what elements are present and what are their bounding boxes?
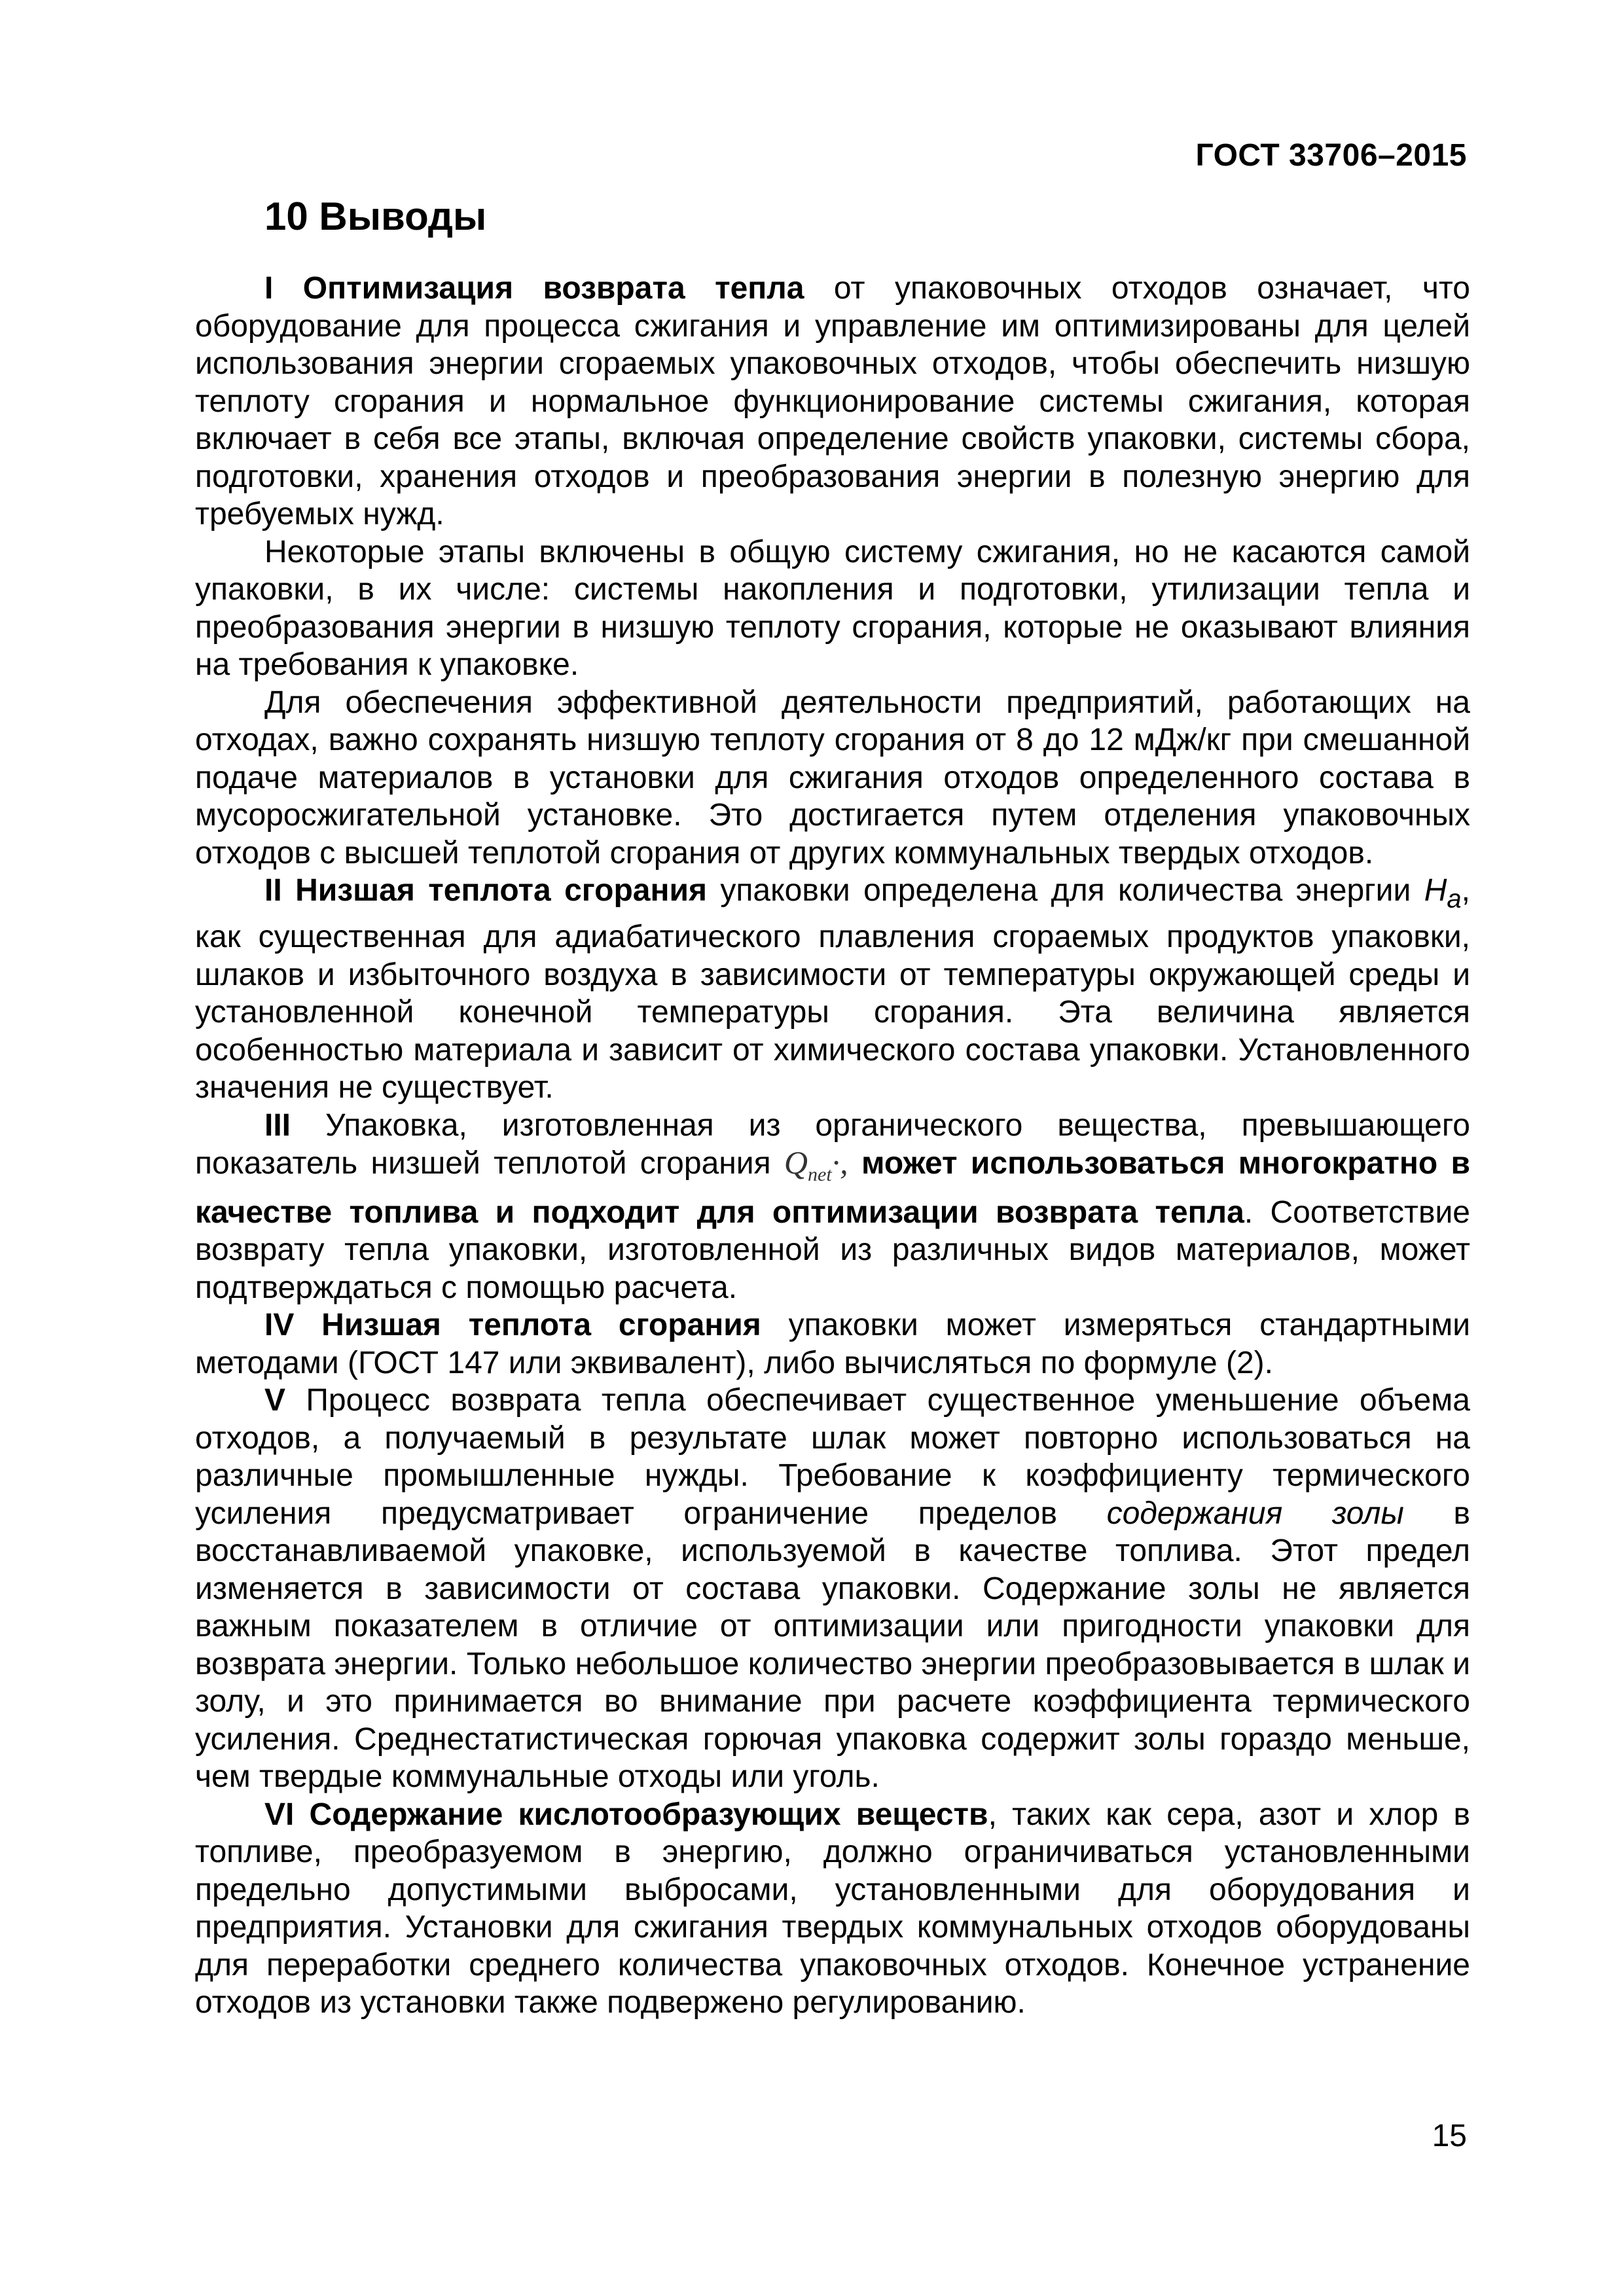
qnet-formula: $Q_{net}\cdot$, [784, 1144, 848, 1186]
paragraph-5 [195, 1107, 1470, 1307]
paragraph-4-lead: II Низшая теплота сгорания [264, 873, 707, 908]
paragraph-5-text-b: . Соответствие возврату тепла упаковки, изготовленной из различных видов материалов, может подтверждаться с помощью расчета. [195, 1194, 1471, 1305]
paragraph-3 [195, 684, 1470, 872]
paragraph-6-lead: IV Низшая теплота сгорания [264, 1308, 761, 1343]
paragraph-7 [195, 1382, 1470, 1796]
paragraph-8-lead: VI Содержание кислотообразующих веществ [264, 1797, 988, 1832]
paragraph-1 [195, 270, 1470, 533]
paragraph-7-italic: содержания золы [1106, 1496, 1404, 1531]
paragraph-8 [195, 1796, 1470, 2022]
paragraph-2-text: Некоторые этапы включены в общую систему сжигания, но не касаются самой упаковки, в их числе: системы накопления и подготовки, утилизации тепла и преобразования энергии в низшую теплоту сгорания, которые не оказывают влияния на требования к упаковке. [195, 534, 1470, 682]
standard-header: ГОСТ 33706–2015 [1195, 138, 1467, 173]
paragraph-7-text-b: в восстанавливаемой упаковке, используемой в качестве топлива. Этот предел изменяется в зависимости от состава упаковки. Содержание золы не является важным показателем в отличие от оптимизации или пригодности упаковки для возврата энергии. Только небольшое количество энергии преобразовывается в шлак и золу, и это принимается во внимание при расчете коэффициента термического усиления. Среднестатистическая горючая упаковка содержит золы гораздо меньше, чем твердые коммунальные отходы или уголь. [195, 1496, 1470, 1795]
paragraph-7-lead: V [264, 1383, 286, 1418]
paragraph-4 [195, 872, 1470, 1107]
paragraph-5-lead: III [264, 1107, 291, 1143]
paragraph-1-lead: I Оптимизация возврата тепла [264, 271, 804, 306]
energy-symbol: $H_a$ [1424, 873, 1462, 914]
paragraph-5-text-a: Упаковка, изготовленная из органического вещества, превышающего показатель низшей теплотой сгорания [195, 1107, 1470, 1181]
paragraph-6-text: упаковки может измеряться стандартными методами (ГОСТ 147 или эквивалент), либо вычисляться по формуле (2). [195, 1308, 1471, 1380]
paragraph-1-text: от упаковочных отходов означает, что оборудование для процесса сжигания и управление им оптимизированы для целей использования энергии сгораемых упаковочных отходов, чтобы обеспечить низшую теплоту сгорания и нормальное функционирование системы сжигания, которая включает в себя все этапы, включая определение свойств упаковки, системы сбора, подготовки, хранения отходов и преобразования энергии в полезную энергию для требуемых нужд. [195, 271, 1470, 531]
page-number: 15 [1432, 2119, 1467, 2153]
section-body [195, 270, 1470, 2022]
paragraph-4-text-a: упаковки определена для количества энергии [707, 873, 1424, 908]
paragraph-4-text-b: , как существенная для адиабатического плавления сгораемых продуктов упаковки, шлаков и избыточного воздуха в зависимости от температуры окружающей среды и установленной конечной температуры сгорания. Эта величина является особенностью материала и зависит от химического состава упаковки. Установленного значения не существует. [195, 873, 1471, 1105]
paragraph-3-text: Для обеспечения эффективной деятельности предприятий, работающих на отходах, важно сохранять низшую теплоту сгорания от 8 до 12 мДж/кг при смешанной подаче материалов в установки для сжигания отходов определенного состава в мусоросжигательной установке. Это достигается путем отделения упаковочных отходов с высшей теплотой сгорания от других коммунальных твердых отходов. [195, 685, 1470, 870]
paragraph-2 [195, 533, 1470, 684]
section-title: 10 Выводы [264, 194, 487, 238]
paragraph-8-text: , таких как сера, азот и хлор в топливе, преобразуемом в энергию, должно ограничиваться установленными предельно допустимыми выбросами, установленными для оборудования и предприятия. Установки для сжигания твердых коммунальных отходов оборудованы для переработки среднего количества упаковочных отходов. Конечное устранение отходов из установки также подвержено регулированию. [195, 1797, 1471, 2020]
paragraph-5-bold: может использоваться многократно в качестве топлива и подходит для оптимизации возврата тепла [195, 1146, 1470, 1230]
paragraph-6 [195, 1306, 1470, 1382]
paragraph-7-text-a: Процесс возврата тепла обеспечивает существенное уменьшение объема отходов, а получаемый в результате шлак может повторно использоваться на различные промышленные нужды. Требование к коэффициенту термического усиления предусматривает ограничение пределов [195, 1383, 1470, 1531]
